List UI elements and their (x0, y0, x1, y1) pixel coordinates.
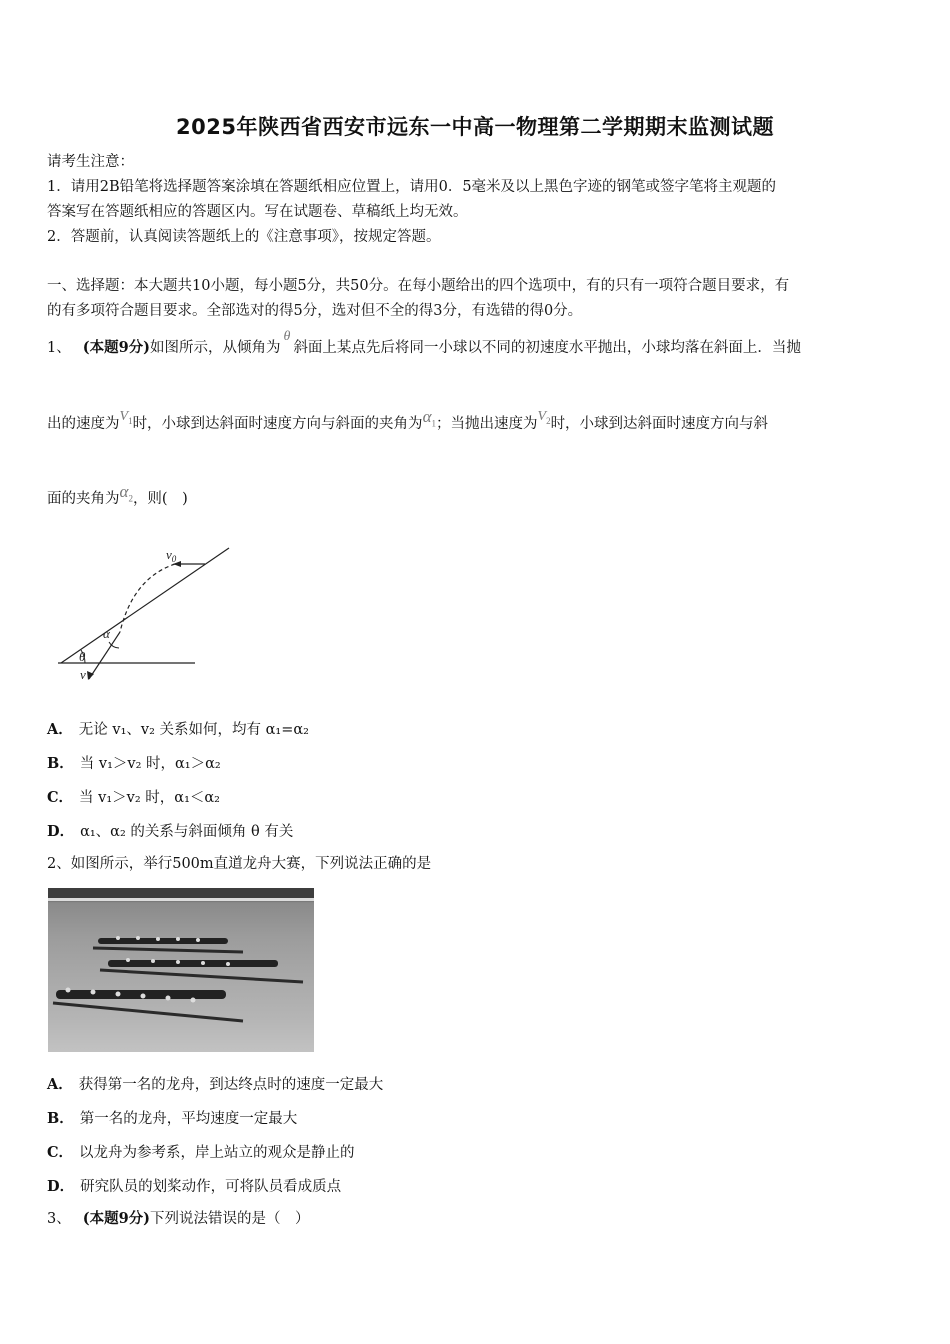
q1-text-2: 斜面上某点先后将同一小球以不同的初速度水平抛出，小球均落在斜面上．当抛 (293, 340, 801, 356)
v2-symbol: $V_2$ (537, 409, 551, 426)
q1-text-1: 如图所示，从倾角为 (150, 340, 281, 356)
q3-stem (47, 1209, 310, 1229)
v0-label: v (166, 547, 172, 562)
notice-heading: 请考生注意： (47, 154, 134, 170)
trajectory-path (120, 564, 175, 632)
notice-line-1b: 答案写在答题纸相应的答题区内。写在试题卷、草稿纸上均无效。 (47, 204, 468, 220)
q1-text-4: 时，小球到达斜面时速度方向与斜面的夹角为 (132, 416, 423, 432)
q1-number: 1、 (47, 340, 71, 356)
q2-option-b[interactable]: B． 第一名的龙舟，平均速度一定最大 (47, 1110, 298, 1127)
q1-text-6: 时，小球到达斜面时速度方向与斜 (550, 416, 769, 432)
notice-line-2: 2．答题前，认真阅读答题纸上的《注意事项》，按规定答题。 (47, 229, 441, 245)
q1-text-8: ，则( ) (132, 491, 188, 507)
q2-option-d[interactable]: D． 研究队员的划桨动作，可将队员看成质点 (47, 1178, 342, 1195)
dragon-boat-photo (48, 888, 314, 1052)
notice-line-1: 1．请用2B铅笔将选择题答案涂填在答题纸相应位置上，请用0．5毫米及以上黑色字迹的钢笔或签字笔将主观题的 (47, 179, 777, 195)
q1-text-5: ；当抛出速度为 (436, 416, 538, 432)
section-heading-line-2: 的有多项符合题目要求。全部选对的得5分，选对但不全的得3分，有选错的得0分。 (47, 303, 583, 319)
svg-text:v0: $v_0$ (166, 547, 177, 564)
q3-score: (本题9分) (82, 1210, 151, 1227)
incline-projectile-figure (55, 540, 240, 685)
q1-stem-line-2 (47, 407, 769, 439)
alpha2-symbol: $\alpha_2$ (119, 482, 133, 504)
q2-stem: 2、如图所示，举行500m直道龙舟大赛，下列说法正确的是 (47, 856, 432, 872)
alpha1-symbol: $\alpha_1$ (422, 407, 436, 429)
q1-option-c[interactable]: C． 当 v₁＞v₂ 时，α₁＜α₂ (47, 789, 220, 806)
q1-option-d[interactable]: D． α₁、α₂ 的关系与斜面倾角 θ 有关 (47, 823, 294, 840)
theta-symbol: θ (283, 329, 291, 344)
page-title: 2025年陕西省西安市远东一中高一物理第二学期期末监测试题 (176, 115, 774, 139)
q1-text-3: 出的速度为 (47, 416, 120, 432)
dragon-boat-photo-illustration (48, 888, 314, 1052)
section-heading-line-1: 一、选择题：本大题共10小题，每小题5分，共50分。在每小题给出的四个选项中，有的只有一项符合题目要求，有 (47, 278, 790, 294)
q2-option-c[interactable]: C． 以龙舟为参考系，岸上站立的观众是静止的 (47, 1144, 355, 1161)
q1-score: (本题9分) (82, 339, 151, 356)
q2-option-a[interactable]: A． 获得第一名的龙舟，到达终点时的速度一定最大 (47, 1076, 384, 1093)
v1-symbol: $V_1$ (119, 409, 133, 426)
v-label: v (80, 667, 86, 682)
theta-label: θ (79, 649, 86, 664)
incline-line (61, 548, 229, 663)
q1-option-a[interactable]: A． 无论 v₁、v₂ 关系如何，均有 α₁=α₂ (47, 721, 309, 738)
q1-stem-line-1 (47, 329, 801, 359)
q1-text-7: 面的夹角为 (47, 491, 120, 507)
q1-stem-line-3 (47, 482, 188, 514)
q3-number: 3、 (47, 1211, 71, 1227)
alpha-label: α (103, 626, 110, 641)
q1-option-b[interactable]: B． 当 v₁＞v₂ 时，α₁＞α₂ (47, 755, 221, 772)
q3-text: 下列说法错误的是（ ） (150, 1211, 310, 1227)
